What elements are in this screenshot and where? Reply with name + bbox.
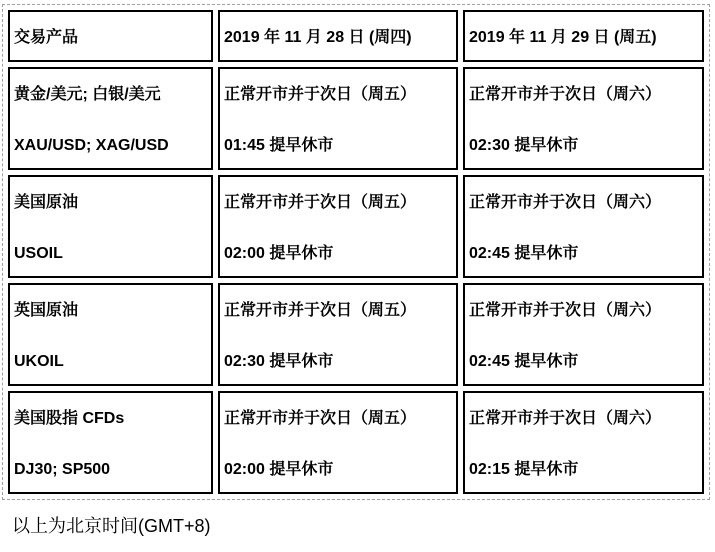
header-row: [8, 10, 704, 62]
market-open-line: 正常开市并于次日（周六）: [469, 302, 662, 319]
early-close-line: 02:00 提早休市: [224, 461, 334, 478]
product-cell: [8, 67, 213, 170]
header-cell-date-thursday: [218, 10, 458, 62]
thursday-cell: [218, 67, 458, 170]
product-symbols: UKOIL: [14, 353, 64, 370]
table-row-gold-silver: [8, 67, 704, 170]
product-name: 美国原油: [14, 194, 79, 211]
timezone-note: 以上为北京时间(GMT+8): [12, 516, 211, 536]
thursday-cell: [218, 175, 458, 278]
market-open-line: 正常开市并于次日（周六）: [469, 194, 662, 211]
market-open-line: 正常开市并于次日（周六）: [469, 410, 662, 427]
header-cell-date-friday: [463, 10, 704, 62]
early-close-line: 02:00 提早休市: [224, 245, 334, 262]
table-row-ukoil: [8, 283, 704, 386]
trading-schedule-table: [2, 4, 710, 500]
table-row-us-indices: [8, 391, 704, 494]
header-product-label: 交易产品: [14, 29, 79, 46]
early-close-line: 02:30 提早休市: [469, 137, 579, 154]
header-friday-label: 2019 年 11 月 29 日 (周五): [469, 29, 657, 46]
product-cell: [8, 391, 213, 494]
early-close-line: 02:45 提早休市: [469, 353, 579, 370]
market-open-line: 正常开市并于次日（周五）: [224, 194, 417, 211]
thursday-cell: [218, 283, 458, 386]
early-close-line: 02:15 提早休市: [469, 461, 579, 478]
product-name: 英国原油: [14, 302, 79, 319]
early-close-line: 01:45 提早休市: [224, 137, 334, 154]
product-symbols: XAU/USD; XAG/USD: [14, 137, 169, 154]
thursday-cell: [218, 391, 458, 494]
market-open-line: 正常开市并于次日（周五）: [224, 410, 417, 427]
early-close-line: 02:45 提早休市: [469, 245, 579, 262]
early-close-line: 02:30 提早休市: [224, 353, 334, 370]
friday-cell: [463, 175, 704, 278]
product-name: 黄金/美元; 白银/美元: [14, 86, 161, 103]
header-cell-product: [8, 10, 213, 62]
header-thursday-label: 2019 年 11 月 28 日 (周四): [224, 29, 412, 46]
product-symbols: DJ30; SP500: [14, 461, 111, 478]
friday-cell: [463, 391, 704, 494]
product-cell: [8, 283, 213, 386]
market-open-line: 正常开市并于次日（周五）: [224, 86, 417, 103]
product-name: 美国股指 CFDs: [14, 410, 125, 427]
product-symbols: USOIL: [14, 245, 63, 262]
market-open-line: 正常开市并于次日（周五）: [224, 302, 417, 319]
table-row-usoil: [8, 175, 704, 278]
friday-cell: [463, 67, 704, 170]
product-cell: [8, 175, 213, 278]
friday-cell: [463, 283, 704, 386]
market-open-line: 正常开市并于次日（周六）: [469, 86, 662, 103]
